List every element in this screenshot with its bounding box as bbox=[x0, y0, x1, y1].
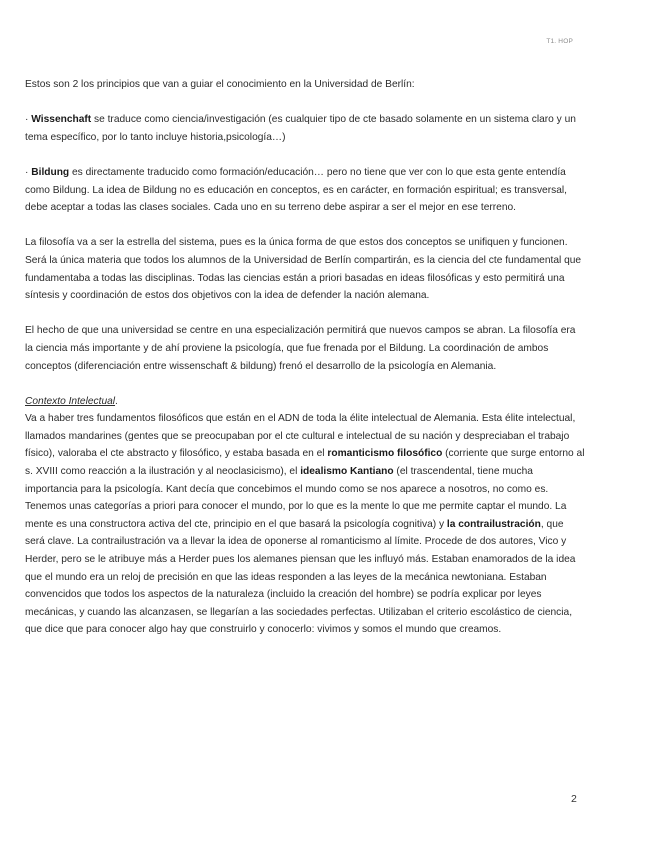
wissenschaft-paragraph bbox=[25, 111, 585, 146]
term-romanticismo: romanticismo filosófico bbox=[327, 448, 443, 460]
term-wissenschaft: Wissenchaft bbox=[31, 114, 92, 126]
contexto-heading: Contexto Intelectual bbox=[25, 395, 116, 407]
contexto-heading-suffix: . bbox=[115, 395, 118, 407]
term-idealismo: idealismo Kantiano bbox=[300, 466, 394, 478]
filosofia-paragraph: La filosofía va a ser la estrella del sistema, pues es la única forma de que estos dos conceptos se unifiquen y funcionen. Será la única materia que todos los alumnos de la Universidad de Berlín compartirán, es la ciencia del cte fundamental que fundamentaba a todas las disciplinas. Todas las ciencias están a priori basadas en ideas filosóficas y esto permitirá una síntesis y coordinación de estos dos objetivos con la idea de defender la nación alemana. bbox=[25, 237, 582, 302]
term-bildung: Bildung bbox=[31, 166, 70, 178]
term-contrailustracion: la contrailustración bbox=[446, 518, 541, 530]
contexto-heading-line bbox=[25, 393, 585, 411]
bullet: · bbox=[25, 114, 29, 126]
contexto-text-4: , que será clave. La contrailustración va a llevar la idea de oponerse al romanticismo al límite. Procede de dos autores, Vico y Herder, pero se le atribuye más a Herder pues los alemanes piensan que les influyó más. Estaban enamorados de la idea que el mundo era un reloj de precisión en que las ideas responden a las leyes de la mecánica newtoniana. Estaban convencidos que todos los aspectos de la naturaleza (incluido la creación del hombre) se podría explicar por leyes mecánicas, y cuando las alcanzasen, se llegarían a las sociedades perfectas. Utilizaban el criterio escolástico de ciencia, que dice que para conocer algo hay que construirlo y conocerlo: vivimos y somos el mundo que creamos. bbox=[25, 518, 576, 636]
contexto-paragraph bbox=[25, 410, 585, 639]
document-body bbox=[25, 76, 585, 657]
contexto-text-3: (el trascendental, tiene mucha importancia para la psicología. Kant decía que concebimos el mundo como se nos aparece a nosotros, no como es. Tenemos unas categorías a priori para conocer el mundo, por lo que es la mente lo que me permite captar el mundo. La mente es una constructora activa del cte, principio en el que basará la psicología cognitiva) y bbox=[25, 466, 567, 530]
page-number: 2 bbox=[571, 793, 577, 805]
bildung-paragraph bbox=[25, 164, 585, 217]
especializacion-paragraph: El hecho de que una universidad se centre en una especialización permitirá que nuevos campos se abran. La filosofía era la ciencia más importante y de ahí proviene la psicología, que fue frenada por el Bildung. La coordinación de ambos conceptos (diferenciación entre wissenschaft & bildung) frenó el desarrollo de la psicología en Alemania. bbox=[25, 325, 576, 372]
intro-paragraph: Estos son 2 los principios que van a guiar el conocimiento en la Universidad de Berlín: bbox=[25, 79, 415, 90]
contexto-text-2: (corriente que surge entorno al s. XVIII como reacción a la ilustración y al neoclasicismo), el bbox=[25, 448, 585, 478]
bildung-text: es directamente traducido como formación/educación… pero no tiene que ver con lo que esta gente entendía como Bildung. La idea de Bildung no es educación en conceptos, es en carácter, en formación espiritual; es transversal, debe aceptar a todas las clases sociales. Cada uno en su terreno debe aspirar a ser el mejor en ese terreno. bbox=[25, 166, 567, 214]
contexto-text-1: Va a haber tres fundamentos filosóficos que están en el ADN de toda la élite intelectual de Alemania. Esta élite intelectual, llamados mandarines (gentes que se preocupaban por el cte cultural e intelectual de su nación y despreciaban el trabajo físico), valoraba el cte abstracto y filosófico, y estaba basada en el bbox=[25, 413, 576, 460]
header-tag: T1. HOP bbox=[546, 38, 573, 45]
bullet: · bbox=[25, 166, 29, 178]
wissenschaft-text: se traduce como ciencia/investigación (es cualquier tipo de cte basado solamente en un sistema claro y un tema específico, por lo tanto incluye historia,psicología…) bbox=[25, 114, 576, 143]
